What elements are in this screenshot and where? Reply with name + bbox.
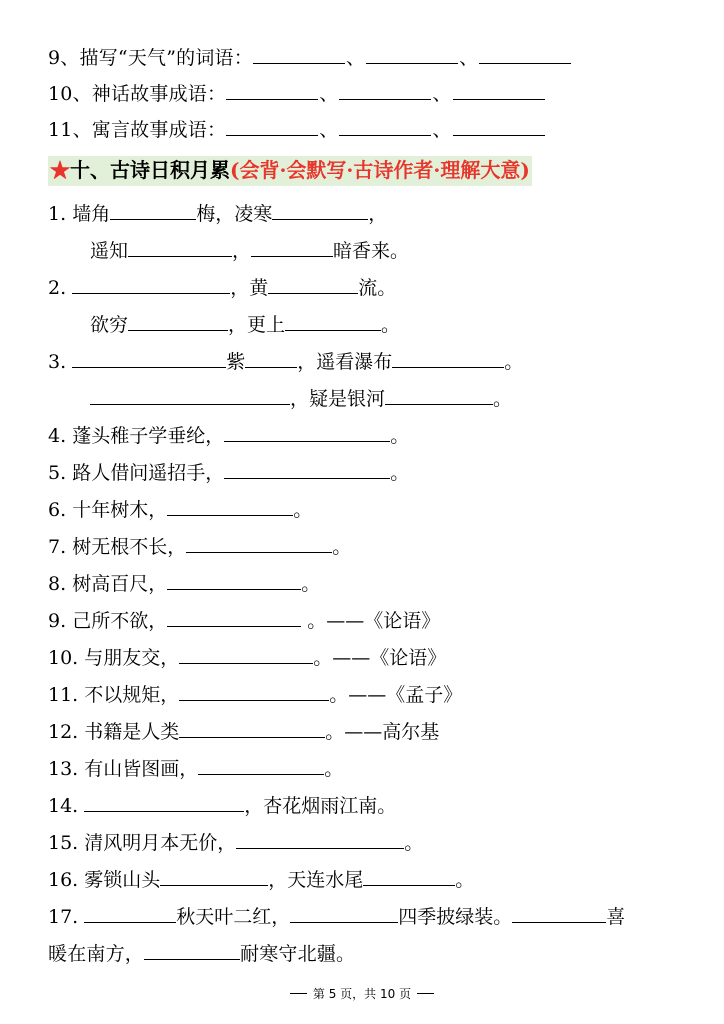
fill-blank[interactable] bbox=[392, 348, 504, 368]
item-text: 暖在南方， bbox=[48, 943, 145, 965]
poem-text: 遥知 bbox=[90, 240, 129, 262]
item-number: 10. bbox=[48, 647, 79, 669]
poem-text: 。 bbox=[381, 314, 401, 336]
separator: 、 bbox=[432, 83, 452, 105]
list-item bbox=[48, 829, 678, 853]
fill-blank[interactable] bbox=[385, 385, 493, 405]
fill-blank[interactable] bbox=[253, 44, 345, 64]
fill-blank[interactable] bbox=[339, 80, 431, 100]
item-suffix: 。 bbox=[390, 425, 410, 447]
item-number: 16. bbox=[48, 869, 79, 891]
fill-blank[interactable] bbox=[128, 237, 232, 257]
fill-blank[interactable] bbox=[167, 607, 301, 627]
poem-text: 梅，凌寒 bbox=[196, 203, 273, 225]
item-text: 书籍是人类 bbox=[84, 721, 180, 743]
item-text: 蓬头稚子学垂纶， bbox=[72, 425, 225, 447]
item-number: 8. bbox=[48, 573, 67, 595]
fill-blank[interactable] bbox=[453, 80, 545, 100]
poem-text: ，更上 bbox=[228, 314, 286, 336]
item-text: 己所不欲， bbox=[72, 610, 168, 632]
separator: 、 bbox=[432, 119, 452, 141]
item-suffix: 。 bbox=[455, 869, 475, 891]
item-number: 9. bbox=[48, 610, 67, 632]
poem-line bbox=[48, 274, 678, 298]
fill-blank[interactable] bbox=[167, 496, 293, 516]
item-suffix: ，杏花烟雨江南。 bbox=[244, 795, 397, 817]
fill-blank[interactable] bbox=[479, 44, 571, 64]
separator: 、 bbox=[319, 119, 339, 141]
page-number: 第 5 页，共 10 页 bbox=[307, 985, 417, 1002]
fill-blank[interactable] bbox=[224, 422, 390, 442]
item-text: 十年树木， bbox=[72, 499, 168, 521]
poem-line bbox=[48, 348, 678, 372]
list-item bbox=[48, 607, 678, 631]
item-number: 11、 bbox=[48, 119, 92, 141]
fill-blank[interactable] bbox=[198, 755, 324, 775]
item-number: 12. bbox=[48, 721, 79, 743]
poem-text: ， bbox=[232, 240, 252, 262]
poem-text: 紫 bbox=[226, 351, 246, 373]
item-text: 树无根不长， bbox=[72, 536, 187, 558]
item-text: 树高百尺， bbox=[72, 573, 168, 595]
fill-blank[interactable] bbox=[251, 237, 333, 257]
fill-blank[interactable] bbox=[167, 570, 301, 590]
continuation-line bbox=[48, 940, 678, 964]
fill-blank[interactable] bbox=[453, 116, 545, 136]
poem-line bbox=[48, 237, 678, 261]
fill-blank[interactable] bbox=[268, 274, 358, 294]
section-title: 十、古诗日积月累 bbox=[70, 158, 230, 182]
item-number: 7. bbox=[48, 536, 67, 558]
item-suffix: ，天连水尾 bbox=[268, 869, 364, 891]
fill-blank[interactable] bbox=[84, 903, 176, 923]
item-text: 清风明月本无价， bbox=[84, 832, 237, 854]
item-number: 11. bbox=[48, 684, 79, 706]
item-number: 14. bbox=[48, 795, 79, 817]
fill-blank[interactable] bbox=[224, 459, 390, 479]
item-number: 4. bbox=[48, 425, 67, 447]
item-suffix: 。 bbox=[390, 462, 410, 484]
item-suffix: 四季披绿装。 bbox=[398, 906, 513, 928]
item-suffix: 。 bbox=[293, 499, 313, 521]
fill-blank[interactable] bbox=[179, 681, 329, 701]
list-item bbox=[48, 116, 678, 140]
item-text: 与朋友交， bbox=[84, 647, 180, 669]
list-item bbox=[48, 792, 678, 816]
list-item bbox=[48, 44, 678, 68]
item-suffix: 。——《论语》 bbox=[313, 647, 447, 669]
item-text: 路人借问遥招手， bbox=[72, 462, 225, 484]
separator: 、 bbox=[319, 83, 339, 105]
list-item bbox=[48, 644, 678, 668]
fill-blank[interactable] bbox=[160, 866, 268, 886]
item-text: 神话故事成语： bbox=[91, 83, 227, 105]
item-suffix: 。 bbox=[332, 536, 352, 558]
list-item bbox=[48, 533, 678, 557]
item-suffix: 。 bbox=[301, 573, 321, 595]
fill-blank[interactable] bbox=[179, 644, 313, 664]
poem-text: 暗香来。 bbox=[333, 240, 410, 262]
fill-blank[interactable] bbox=[290, 903, 398, 923]
list-item bbox=[48, 755, 678, 779]
fill-blank[interactable] bbox=[512, 903, 606, 923]
item-number: 1. bbox=[48, 203, 67, 225]
item-suffix: 喜 bbox=[606, 906, 626, 928]
item-text: 不以规矩， bbox=[84, 684, 180, 706]
fill-blank[interactable] bbox=[84, 792, 244, 812]
item-suffix: 。——《论语》 bbox=[301, 610, 441, 632]
separator: 、 bbox=[459, 47, 479, 69]
fill-blank[interactable] bbox=[144, 940, 240, 960]
fill-blank[interactable] bbox=[90, 385, 290, 405]
list-item bbox=[48, 903, 678, 927]
item-suffix: 耐寒守北疆。 bbox=[240, 943, 356, 965]
fill-blank[interactable] bbox=[128, 311, 228, 331]
fill-blank[interactable] bbox=[236, 829, 404, 849]
fill-blank[interactable] bbox=[72, 274, 230, 294]
fill-blank[interactable] bbox=[363, 866, 455, 886]
item-text: 有山皆图画， bbox=[84, 758, 199, 780]
poem-text: ，黄 bbox=[230, 277, 269, 299]
star-icon: ★ bbox=[50, 158, 70, 182]
item-text: 雾锁山头 bbox=[84, 869, 161, 891]
item-number: 2. bbox=[48, 277, 67, 299]
fill-blank[interactable] bbox=[226, 80, 318, 100]
poem-text: ， bbox=[368, 203, 388, 225]
item-text: 描写“天气”的词语： bbox=[79, 47, 253, 69]
item-number: 15. bbox=[48, 832, 79, 854]
list-item bbox=[48, 718, 678, 742]
list-item bbox=[48, 570, 678, 594]
poem-text: 墙角 bbox=[72, 203, 111, 225]
item-suffix: 。 bbox=[324, 758, 344, 780]
poem-text: 欲穷 bbox=[90, 314, 129, 336]
fill-blank[interactable] bbox=[339, 116, 431, 136]
section-subtitle: (会背·会默写·古诗作者·理解大意) bbox=[230, 158, 530, 182]
list-item bbox=[48, 422, 678, 446]
item-number: 6. bbox=[48, 499, 67, 521]
poem-text: ，遥看瀑布 bbox=[297, 351, 393, 373]
fill-blank[interactable] bbox=[366, 44, 458, 64]
list-item bbox=[48, 496, 678, 520]
list-item bbox=[48, 459, 678, 483]
poem-line bbox=[48, 200, 678, 224]
poem-text: 。 bbox=[493, 388, 513, 410]
item-number: 13. bbox=[48, 758, 79, 780]
item-number: 5. bbox=[48, 462, 67, 484]
poem-text: ，疑是银河 bbox=[290, 388, 386, 410]
poem-line bbox=[48, 385, 678, 409]
item-suffix: 。——高尔基 bbox=[325, 721, 440, 743]
item-suffix: 秋天叶二红， bbox=[176, 906, 291, 928]
list-item bbox=[48, 80, 678, 104]
item-suffix: 。 bbox=[404, 832, 424, 854]
page-footer bbox=[0, 985, 724, 1002]
item-number: 17. bbox=[48, 906, 79, 928]
item-text: 寓言故事成语： bbox=[91, 119, 227, 141]
item-number: 9、 bbox=[48, 47, 80, 69]
fill-blank[interactable] bbox=[72, 348, 226, 368]
fill-blank[interactable] bbox=[245, 348, 297, 368]
fill-blank[interactable] bbox=[186, 533, 332, 553]
fill-blank[interactable] bbox=[285, 311, 381, 331]
item-number: 10、 bbox=[48, 83, 92, 105]
poem-line bbox=[48, 311, 678, 335]
poem-text: 。 bbox=[504, 351, 524, 373]
fill-blank[interactable] bbox=[110, 200, 196, 220]
fill-blank[interactable] bbox=[226, 116, 318, 136]
fill-blank[interactable] bbox=[272, 200, 368, 220]
separator: 、 bbox=[345, 47, 366, 69]
list-item bbox=[48, 866, 678, 890]
list-item bbox=[48, 681, 678, 705]
item-suffix: 。——《孟子》 bbox=[329, 684, 463, 706]
poem-text: 流。 bbox=[358, 277, 397, 299]
item-number: 3. bbox=[48, 351, 67, 373]
section-header bbox=[48, 156, 532, 186]
fill-blank[interactable] bbox=[179, 718, 325, 738]
